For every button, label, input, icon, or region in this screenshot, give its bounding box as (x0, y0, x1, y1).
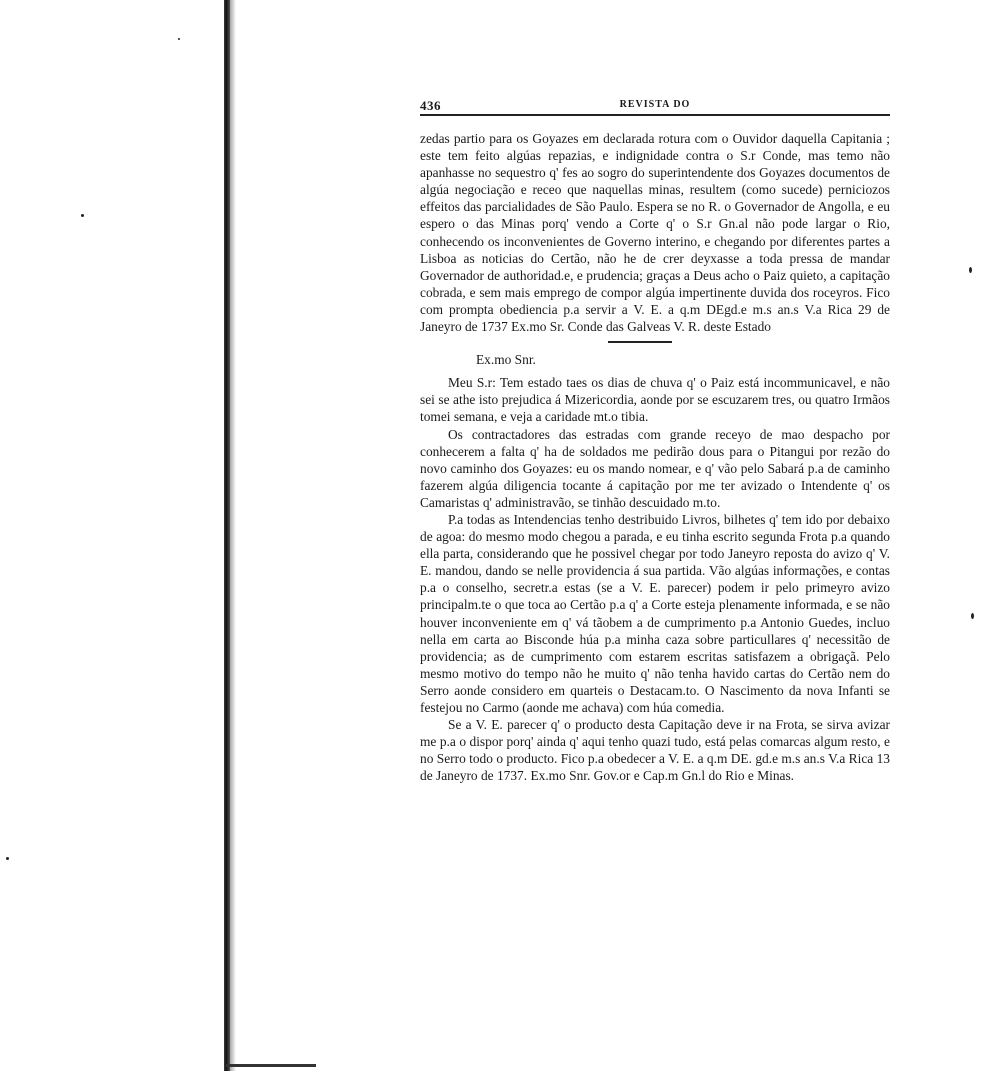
body-text (420, 130, 890, 784)
scan-margin (0, 0, 232, 1071)
scan-speck (81, 214, 84, 217)
scan-speck (178, 38, 180, 40)
scan-speck (6, 857, 9, 860)
letter2-paragraph-3: P.a todas as Intendencias tenho destribuido Livros, bilhetes q' tem ido por debaixo de agoa: do mesmo modo chegou a parada, e eu tinha escrito segunda Frota p.a quando ella parta, considerando que he possivel chegar por todo Janeyro reposta do avizo q' V. E. mandou, dando se nelle providencia á sua partida. Vão algúas informações, e contas p.a o conselho, secretr.a estas (se a V. E. parecer) podem ir pelo primeyro avizo principalm.te o que toca ao Certão p.a q' a Corte esteja plenamente informada, e se não houver inconveniente em q' vá tãobem a de cumprimento p.a Antonio Guedes, incluo nella em carta ao Bisconde húa p.a minha caza sobre particullares q' necessitão de providencia; as de cumprimento com estarem escritas satisfazem a obrigaçã. Pelo mesmo motivo do tempo não he muito q' não tenha havido cartas do Certão nem do Serro aonde considero em quarteis o Destacam.to. O Nascimento da nova Infanti se festejou no Carmo (aonde me achava) com húa comedia. (420, 511, 890, 715)
header-rule (420, 114, 890, 116)
scan-artifact-mark (226, 1064, 316, 1067)
letter1-paragraph: zedas partio para os Goyazes em declarada rotura com o Ouvidor daquella Capitania ; este tem feito algúas repazias, e indignidade contra o S.r Conde, mas temo não apanhasse no sequestro q' fes ao sogro do superintendente dos Goyazes documentos de algúa negociação e receo que naquellas minas, resultem (como sucede) perniciozos effeitos das parcialidades de São Paulo. Espera se no R. o Governador de Angolla, e eu espero o das Minas porq' vendo a Corte q' o S.r Gn.al não pode largar o Rio, conhecendo os inconvenientes de Governo interino, e chegando por diferentes partes a Lisboa as noticias do Certão, não he de crer deyxasse a toda pressa de mandar Governador de authoridad.e, e prudencia; graças a Deus acho o Paiz quieto, a capitação cobrada, e sem mais emprego de compor algúa impertinente duvida dos roceyros. Fico com prompta obediencia p.a servir a V. E. a q.m DEgd.e m.s an.s V.a Rica 29 de Janeyro de 1737 Ex.mo Sr. Conde das Galveas V. R. deste Estado (420, 131, 890, 335)
scan-speck (969, 267, 972, 273)
page-number: 436 (420, 98, 441, 113)
document-page (420, 96, 890, 784)
section-divider (608, 341, 672, 343)
binding-shadow (230, 0, 236, 1071)
letter2-paragraph-2: Os contractadores das estradas com grande receyo de mao despacho por conhecerem a falta q' ha de soldados me pedirão dous para o Pitangui por rezão do novo caminho dos Goyazes: eu os mando nomear, e q' vão pelo Sabará p.a de caminho fazerem algúa diligencia tocante á capitação por me ter avizado o Intendente q' os Camaristas q' administravão, se tinhão descuidado m.to. (420, 426, 890, 510)
journal-title: REVISTA DO (619, 99, 691, 110)
scan-speck (971, 613, 974, 619)
letter2-paragraph-4: Se a V. E. parecer q' o producto desta Capitação deve ir na Frota, se sirva avizar me p.a o dispor porq' ainda q' aqui tenho quazi tudo, está pelas comarcas algum resto, e no Serro todo o producto. Fico p.a obedecer a V. E. a q.m DE. gd.e m.s an.s V.a Rica 13 de Janeyro de 1737. Ex.mo Snr. Gov.or e Cap.m Gn.l do Rio e Minas. (420, 717, 890, 784)
letter2-salutation: Ex.mo Snr. (476, 352, 536, 368)
running-header (420, 96, 890, 116)
letter2-paragraph-1: Meu S.r: Tem estado taes os dias de chuva q' o Paiz está incommunicavel, e não sei se athe isto prejudica á Mizericordia, aonde por se escuzarem tres, ou quatro Irmãos tomei semana, e veja a caridade mt.o tibia. (420, 375, 890, 425)
